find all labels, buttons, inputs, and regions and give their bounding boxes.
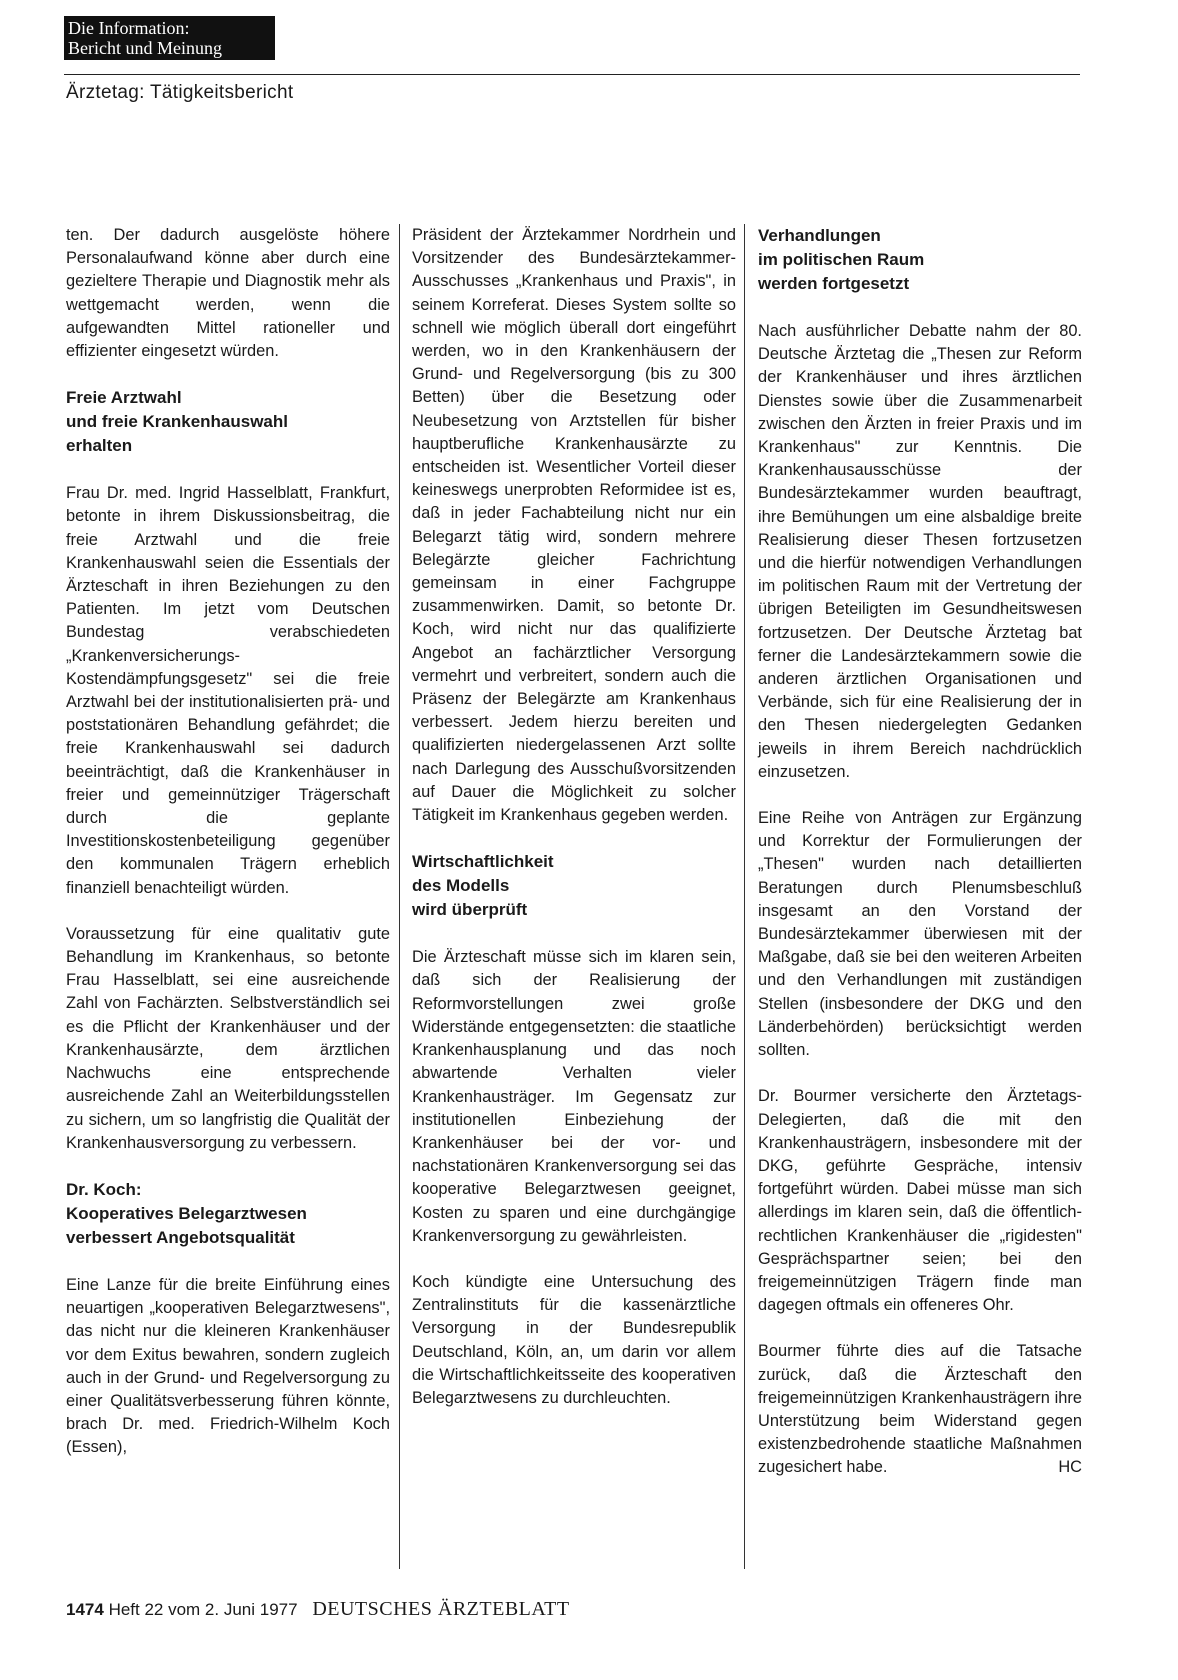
journal-name: DEUTSCHES ÄRZTEBLATT [312,1598,570,1620]
paragraph: Dr. Bourmer versicherte den Ärztetags-Delegierten, daß die mit den Krankenhausträgern, insbesondere mit der DKG, geführte Gespräche, intensiv fortgeführt würden. Dabei müsse man sich allerdings im klaren sein, daß die öffentlich-rechtlichen Krankenhäuser die „rigidesten" Gesprächspartner seien; bei den freigemeinnützigen Trägern finde man dagegen oftmals ein offeneres Ohr. [758,1087,1082,1315]
subheading-verhandlungen [758,224,1082,296]
paragraph: Eine Lanze für die breite Einführung eines neuartigen „kooperativen Belegarztwesens", das nicht nur die kleineren Krankenhäuser vor dem Exitus bewahren, sondern zugleich auch in der Grund- und Regelversorgung zu einer Qualitätsverbesserung führen könnte, brach Dr. med. Friedrich-Wilhelm Koch (Essen), [66,1275,390,1457]
subheading-line: wird überprüft [412,900,528,920]
subheading-line: werden fortgesetzt [758,274,910,293]
paragraph: Nach ausführlicher Debatte nahm der 80. Deutsche Ärztetag die „Thesen zur Reform der Krankenhäuser und ihres ärztlichen Dienstes sowie über die Zusammenarbeit zwischen den Ärzten in freier Praxis und im Krankenhaus" zur Kenntnis. Die Krankenhausausschüsse der Bundesärztekammer wurden beauftragt, ihre Bemühungen um eine alsbaldige breite Realisierung dieser Thesen fortzusetzen und die hierfür notwendigen Verhandlungen im politischen Raum mit der Vertretung der übrigen Beteiligten im Gesundheitswesen fortzusetzen. Der Deutsche Ärztetag bat ferner die Landesärztekammern sowie die anderen ärztlichen Organisationen und Verbände, sich für eine Realisierung der in den Thesen niedergelegten Gedanken jeweils in ihrem Bereich nachdrücklich einzusetzen. [758,322,1082,781]
subheading-line: erhalten [66,436,133,456]
issue-info: Heft 22 vom 2. Juni 1977 [108,1600,298,1619]
page-footer [66,1598,570,1621]
rubric-box [64,16,275,60]
column-3 [758,224,1082,1503]
subheading-line: Kooperatives Belegarztwesen [66,1203,307,1223]
subheading-line: Verhandlungen [758,226,881,245]
paragraph: Die Ärzteschaft müsse sich im klaren sein, daß sich der Realisierung der Reformvorstellungen zwei große Widerstände entgegensetzten: die staatliche Krankenhausplanung und das noch abwartende Verhalten vieler Krankenhausträger. Im Gegensatz zur institutionellen Einbeziehung der Krankenhäuser bei der vor- und nachstationären Krankenversorgung sei das kooperative Belegarztwesen geeignet, Kosten zu sparen und eine durchgängige Krankenversorgung zu gewährleisten. [412,948,736,1245]
paragraph: Koch kündigte eine Untersuchung des Zentralinstituts für die kassenärztliche Versorgung in der Bundesrepublik Deutschland, Köln, an, um darin vor allem die Wirtschaftlichkeitsseite des kooperativen Belegarztwesens zu durchleuchten. [412,1272,736,1407]
subheading-freie-arztwahl [66,386,390,458]
subheading-line: Wirtschaftlichkeit [412,852,554,872]
paragraph-text: Bourmer führte dies auf die Tatsache zurück, daß die Ärzteschaft den freigemeinnützigen Krankenhausträgern ihre Unterstützung beim Widerstand gegen existenzbedrohende staatliche Maßnahmen zugesichert habe. [758,1342,1082,1477]
subheading-line: des Modells [412,876,510,896]
header-rule [64,74,1080,75]
subheading-wirtschaftlichkeit [412,850,736,922]
subheading-dr-koch [66,1178,390,1250]
subheading-line: und freie Krankenhauswahl [66,412,288,432]
paragraph: Eine Reihe von Anträgen zur Ergänzung und Korrektur der Formulierungen der „Thesen" wurden nach detaillierten Beratungen durch Plenumsbeschluß insgesamt an den Vorstand der Bundesärztekammer überwiesen mit der Maßgabe, daß sie bei den weiteren Arbeiten und den Verhandlungen mit zuständigen Stellen (insbesondere der DKG und den Länderbehörden) berücksichtigt werden sollten. [758,809,1082,1060]
paragraph-final [758,1340,1082,1479]
subheading-line: im politischen Raum [758,250,925,269]
column-2 [412,224,736,1433]
rubric-line-2: Bericht und Meinung [68,38,222,58]
subheading-line: Dr. Koch: [66,1179,142,1199]
paragraph: Voraussetzung für eine qualitativ gute Behandlung im Krankenhaus, so betonte Frau Hasselblatt, sei eine ausreichende Zahl von Fachärzten. Selbstverständlich sei es die Pflicht der Krankenhäuser und der Krankenhausärzte, dem ärztlichen Nachwuchs eine entsprechende ausreichende Zahl an Weiterbildungsstellen zu sichern, um so langfristig die Qualität der Krankenhausversorgung zu verbessern. [66,924,390,1152]
subheading-line: verbessert Angebotsqualität [66,1227,295,1247]
subheading-line: Freie Arztwahl [66,388,182,408]
paragraph: Frau Dr. med. Ingrid Hasselblatt, Frankfurt, betonte in ihrem Diskussionsbeitrag, die freie Arztwahl und die freie Krankenhauswahl seien die Essentials der Ärzteschaft in ihren Beziehungen zu den Patienten. Im jetzt vom Deutschen Bundestag verabschiedeten „Krankenversicherungs-Kostendämpfungsgesetz" sei die freie Arztwahl bei der institutionalisierten prä- und poststationären Behandlung gefährdet; die freie Krankenhauswahl sei dadurch beeinträchtigt, daß die Krankenhäuser in freier und gemeinnütziger Trägerschaft durch die geplante Investitionskostenbeteiligung gegenüber den kommunalen Trägern erheblich finanziell benachteiligt würden. [66,484,390,897]
section-title: Ärztetag: Tätigkeitsbericht [66,82,294,103]
paragraph: Präsident der Ärztekammer Nordrhein und Vorsitzender des Bundesärztekammer-Ausschusses „Krankenhaus und Praxis", in seinem Korreferat. Dieses System sollte so schnell wie möglich überall dort eingeführt werden, wo in den Krankenhäusern der Grund- und Regelversorgung (bis zu 300 Betten) über die Besetzung oder Neubesetzung von Arztstellen für bisher hauptberufliche Krankenhausärzte zu entscheiden ist. Wesentlicher Vorteil dieser keineswegs unerprobten Reformidee ist es, daß in jeder Fachabteilung nicht nur ein Belegarzt tätig wird, sondern mehrere Belegärzte gleicher Fachrichtung gemeinsam in einer Fachgruppe zusammenwirken. Damit, so betonte Dr. Koch, wird nicht nur das qualifizierte Angebot an fachärztlicher Versorgung vermehrt und verbreitert, sondern auch die Präsenz der Belegärzte am Krankenhaus verbessert. Jedem hierzu bereiten und qualifizierten niedergelassenen Arzt sollte nach Darlegung des Ausschußvorsitzenden auf Dauer die Möglichkeit zu solcher Tätigkeit im Krankenhaus gegeben werden. [412,226,736,825]
author-signature: HC [1058,1458,1082,1477]
column-rule-2 [744,224,745,1569]
rubric-line-1: Die Information: [68,18,190,38]
paragraph: ten. Der dadurch ausgelöste höhere Personalaufwand könne aber durch eine gezieltere Therapie und Diagnostik mehr als wettgemacht werden, wenn die aufgewandten Mittel rationeller und effizienter eingesetzt würden. [66,226,390,361]
column-1 [66,224,390,1483]
page-number: 1474 [66,1600,104,1619]
column-rule-1 [399,224,400,1569]
